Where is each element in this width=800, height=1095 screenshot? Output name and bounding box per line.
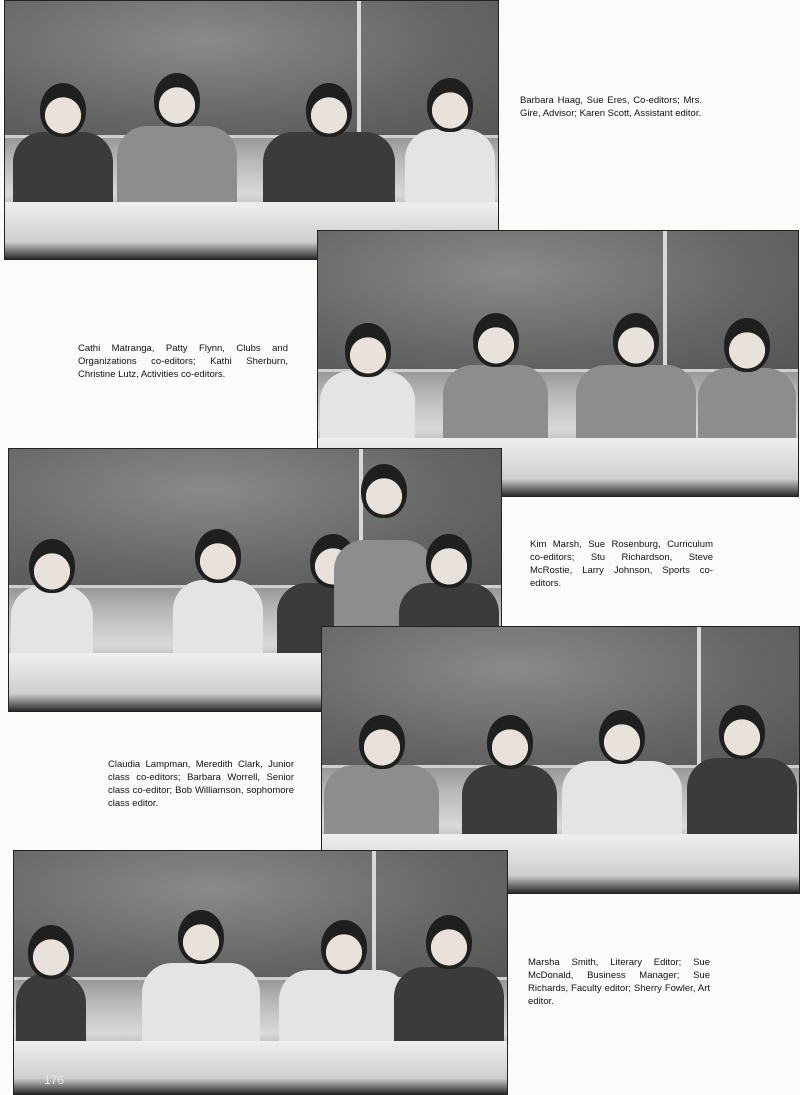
photo-literary-business: [13, 850, 508, 1095]
person: [13, 83, 113, 213]
photo-editors-advisor: [4, 0, 499, 260]
person: [117, 73, 237, 213]
person: [576, 313, 696, 448]
caption-5: Marsha Smith, Literary Editor; Sue McDonald, Business Manager; Sue Richards, Faculty editor; Sherry Fowler, Art editor.: [528, 957, 710, 1007]
person: [16, 925, 86, 1050]
caption-2: Cathi Matranga, Patty Flynn, Clubs and Organizations co-editors; Kathi Sherburn, Christine Lutz, Activities co-editors.: [78, 343, 288, 380]
person: [173, 529, 263, 664]
person: [324, 715, 439, 845]
person: [394, 915, 504, 1050]
caption-3: Kim Marsh, Sue Rosenburg, Curriculum co-editors; Stu Richardson, Steve McRostie, Larry Johnson, Sports co-editors.: [530, 539, 713, 589]
person: [263, 83, 395, 213]
page-number: 176: [44, 1073, 65, 1087]
caption-1: Barbara Haag, Sue Eres, Co-editors; Mrs. Gire, Advisor; Karen Scott, Assistant editor.: [520, 95, 702, 119]
caption-4: Claudia Lampman, Meredith Clark, Junior class co-editors; Barbara Worrell, Senior class co-editor; Bob Williamson, sophomore class editor.: [108, 759, 294, 809]
person: [142, 910, 260, 1050]
person: [562, 710, 682, 845]
person: [687, 705, 797, 845]
person: [320, 323, 415, 448]
person: [405, 78, 495, 213]
person: [443, 313, 548, 448]
person: [462, 715, 557, 845]
person: [698, 318, 796, 448]
person: [279, 920, 409, 1050]
person: [11, 539, 93, 664]
